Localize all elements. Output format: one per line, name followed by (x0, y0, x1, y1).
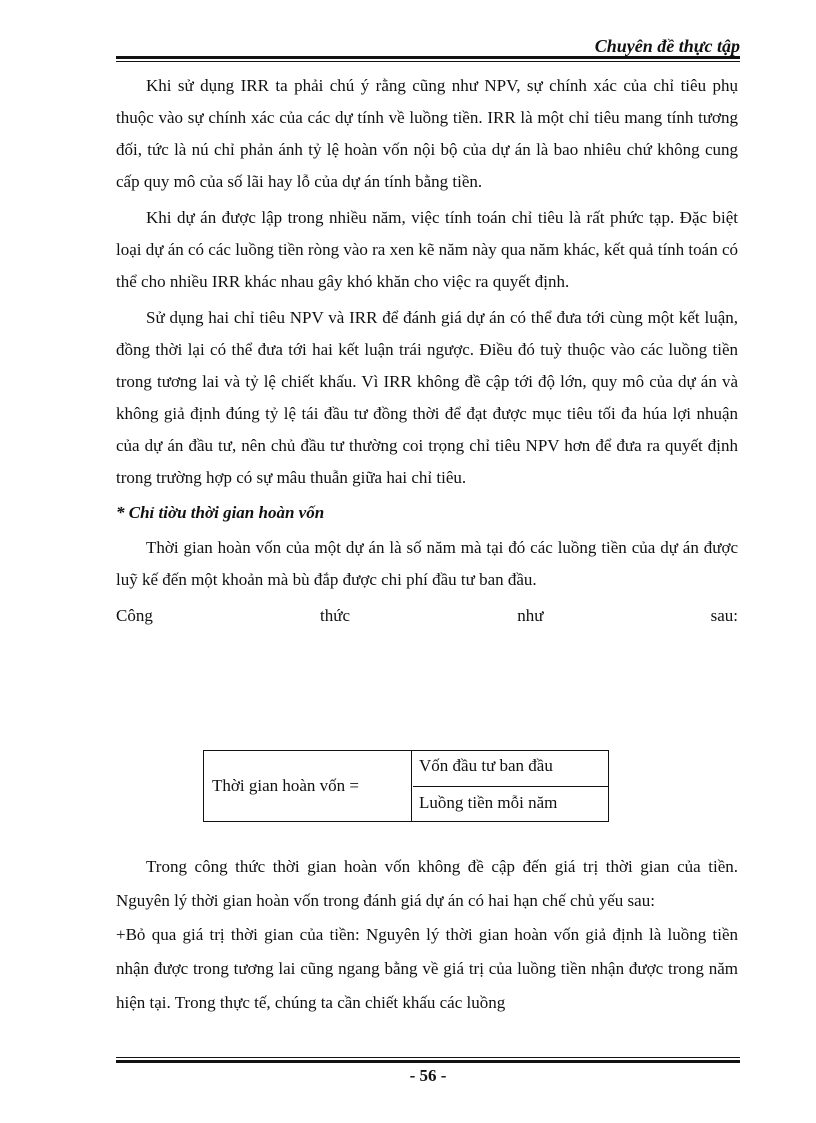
paragraph-payback-limitations: Trong công thức thời gian hoàn vốn không đề cập đến giá trị thời gian của tiền. Nguyên lý thời gian hoàn vốn trong đánh giá dự án có hai hạn chế chủ yếu sau: (116, 857, 738, 910)
footer-rule-thin (116, 1057, 740, 1058)
section-heading: * Chỉ tiờu thời gian hoàn vốn (116, 503, 325, 522)
formula-intro-word: như (517, 606, 544, 625)
formula-denominator: Luồng tiền mỗi năm (419, 793, 558, 812)
body-text-top (116, 70, 738, 632)
formula-lhs: Thời gian hoàn vốn = (204, 751, 412, 821)
page-header-title: Chuyên đề thực tập (594, 36, 740, 56)
header-rule-thin (116, 61, 740, 62)
paragraph-time-value: +Bỏ qua giá trị thời gian của tiền: Nguyên lý thời gian hoàn vốn giả định là luồng tiền nhận được trong tương lai cũng ngang bằng về giá trị của luồng tiền nhận được trong năm hiện tại. Trong thực tế, chúng ta cần chiết khấu các luồng (116, 925, 738, 1012)
paragraph-payback-definition: Thời gian hoàn vốn của một dự án là số năm mà tại đó các luồng tiền của dự án được luỹ kế đến một khoản mà bù đắp được chi phí đầu tư ban đầu. (116, 538, 738, 589)
paragraph-irr-accuracy: Khi sử dụng IRR ta phải chú ý rằng cũng như NPV, sự chính xác của chỉ tiêu phụ thuộc vào sự chính xác của các dự tính về luồng tiền. IRR là một chỉ tiêu mang tính tương đối, tức là nú chỉ phản ánh tỷ lệ hoàn vốn nội bộ của dự án là bao nhiêu chứ không cung cấp quy mô của số lãi hay lỗ của dự án tính bằng tiền. (116, 76, 738, 191)
formula-intro-word: thức (320, 606, 351, 625)
body-text-bottom (116, 850, 738, 1020)
payback-formula-box (203, 750, 609, 822)
paragraph-irr-complexity: Khi dự án được lập trong nhiều năm, việc tính toán chỉ tiêu là rất phức tạp. Đặc biệt loại dự án có các luồng tiền ròng vào ra xen kẽ năm này qua năm khác, kết quả tính toán có thể cho nhiều IRR khác nhau gây khó khăn cho việc ra quyết định. (116, 208, 738, 291)
paragraph-npv-vs-irr: Sử dụng hai chỉ tiêu NPV và IRR để đánh giá dự án có thể đưa tới cùng một kết luận, đồng thời lại có thể đưa tới hai kết luận trái ngược. Điều đó tuỳ thuộc vào các luồng tiền trong tương lai và tỷ lệ chiết khấu. Vì IRR không đề cập tới độ lớn, quy mô của dự án và không giả định đúng tỷ lệ tái đầu tư đồng thời để đạt được mục tiêu tối đa húa lợi nhuận của dự án đầu tư, nên chủ đầu tư thường coi trọng chỉ tiêu NPV hơn để đưa ra quyết định trong trường hợp có sự mâu thuẫn giữa hai chỉ tiêu. (116, 308, 738, 487)
formula-intro-word: sau: (710, 606, 738, 625)
formula-intro-word: Công (116, 606, 153, 625)
formula-intro-line (116, 600, 738, 632)
header-rule-thick (116, 56, 740, 59)
footer-rule-thick (116, 1060, 740, 1063)
formula-numerator: Vốn đầu tư ban đầu (413, 751, 608, 787)
page-number: - 56 - (409, 1066, 447, 1085)
